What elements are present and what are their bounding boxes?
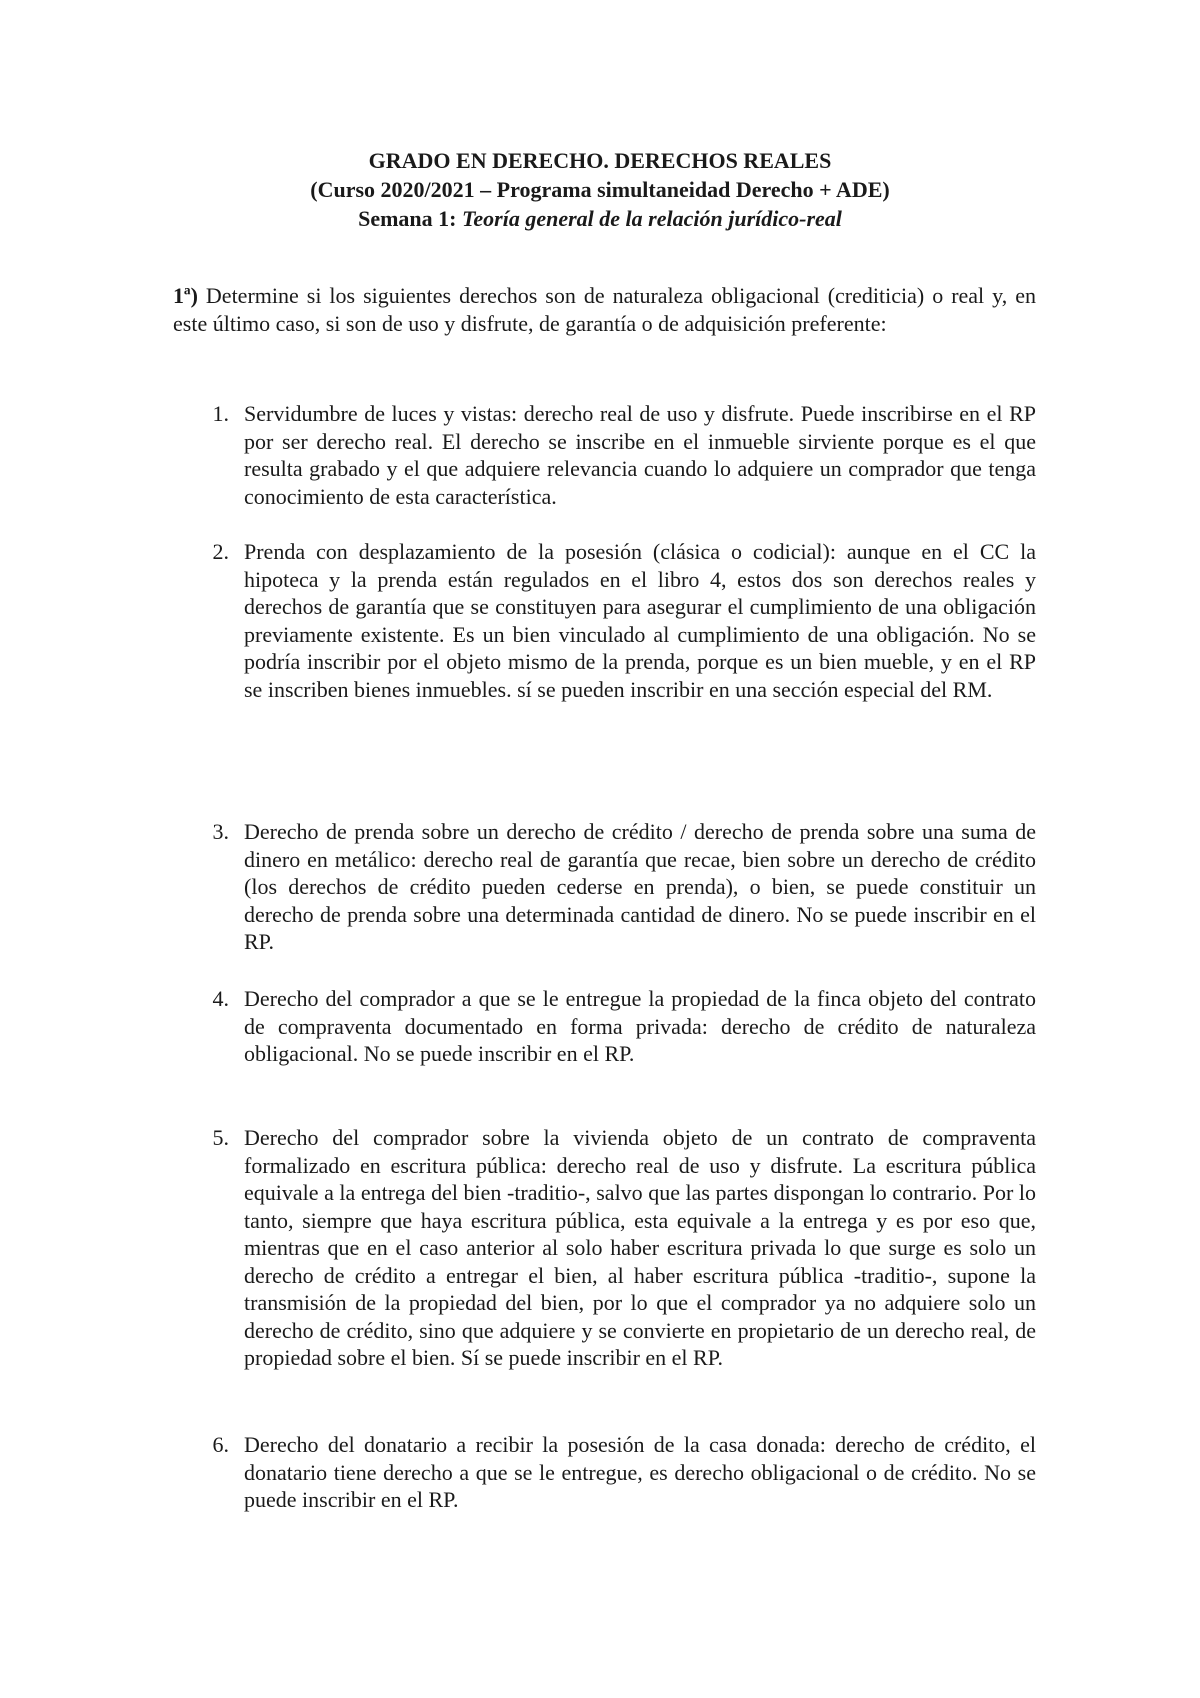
list-item xyxy=(207,538,1036,703)
list-item-number: 4. xyxy=(212,986,229,1011)
list-item xyxy=(207,1124,1036,1372)
list-item xyxy=(207,985,1036,1068)
list-item xyxy=(207,818,1036,956)
document-header xyxy=(0,146,1200,233)
list-item-number: 6. xyxy=(212,1432,229,1457)
list-item-text: Derecho del comprador sobre la vivienda objeto de un contrato de compraventa formalizado en escritura pública: derecho real de uso y disfrute. La escritura pública equivale a la entrega del bien -traditio-, salvo que las partes dispongan lo contrario. Por lo tanto, siempre que haya escritura pública, esta equivale a la entrega y es por eso que, mientras que en el caso anterior al solo haber escritura privada lo que surge es solo un derecho de crédito a entregar el bien, al haber escritura pública -traditio-, supone la transmisión de la propiedad del bien, por lo que el comprador ya no adquiere solo un derecho de crédito, sino que adquiere y se convierte en propietario de un derecho real, de propiedad sobre el bien. Sí se puede inscribir en el RP. xyxy=(244,1125,1036,1370)
list-item-number: 3. xyxy=(212,819,229,844)
list-item-text: Prenda con desplazamiento de la posesión (clásica o codicial): aunque en el CC la hipoteca y la prenda están regulados en el libro 4, estos dos son derechos reales y derechos de garantía que se constituyen para asegurar el cumplimiento de una obligación previamente existente. Es un bien vinculado al cumplimiento de una obligación. No se podría inscribir por el objeto mismo de la prenda, porque es un bien mueble, y en el RP se inscriben bienes inmuebles. sí se pueden inscribir en una sección especial del RM. xyxy=(244,539,1036,702)
question-text: Determine si los siguientes derechos son de naturaleza obligacional (crediticia) o real y, en este último caso, si son de uso y disfrute, de garantía o de adquisición preferente: xyxy=(173,283,1036,336)
list-item-text: Derecho del donatario a recibir la posesión de la casa donada: derecho de crédito, el donatario tiene derecho a que se le entregue, es derecho obligacional o de crédito. No se puede inscribir en el RP. xyxy=(244,1432,1036,1512)
list-item-text: Servidumbre de luces y vistas: derecho real de uso y disfrute. Puede inscribirse en el RP por ser derecho real. El derecho se inscribe en el inmueble sirviente porque es el que resulta grabado y el que adquiere relevancia cuando lo adquiere un comprador que tenga conocimiento de esta característica. xyxy=(244,401,1036,509)
question-statement xyxy=(173,282,1036,338)
list-item xyxy=(207,1431,1036,1514)
list-item-number: 1. xyxy=(212,401,229,426)
question-number: 1ª) xyxy=(173,283,198,308)
week-subject: Teoría general de la relación jurídico-real xyxy=(462,206,842,231)
course-subtitle: (Curso 2020/2021 – Programa simultaneidad Derecho + ADE) xyxy=(310,177,890,202)
list-item-number: 2. xyxy=(212,539,229,564)
week-label: Semana 1: xyxy=(358,206,462,231)
degree-title: GRADO EN DERECHO. DERECHOS REALES xyxy=(368,148,832,173)
list-item-text: Derecho del comprador a que se le entregue la propiedad de la finca objeto del contrato de compraventa documentado en forma privada: derecho de crédito de naturaleza obligacional. No se puede inscribir en el RP. xyxy=(244,986,1036,1066)
list-item-number: 5. xyxy=(212,1125,229,1150)
list-item-text: Derecho de prenda sobre un derecho de crédito / derecho de prenda sobre una suma de dinero en metálico: derecho real de garantía que recae, bien sobre un derecho de crédito (los derechos de crédito pueden cederse en prenda), o bien, se puede constituir un derecho de prenda sobre una determinada cantidad de dinero. No se puede inscribir en el RP. xyxy=(244,819,1036,954)
week-title xyxy=(0,204,1200,233)
list-item xyxy=(207,400,1036,510)
